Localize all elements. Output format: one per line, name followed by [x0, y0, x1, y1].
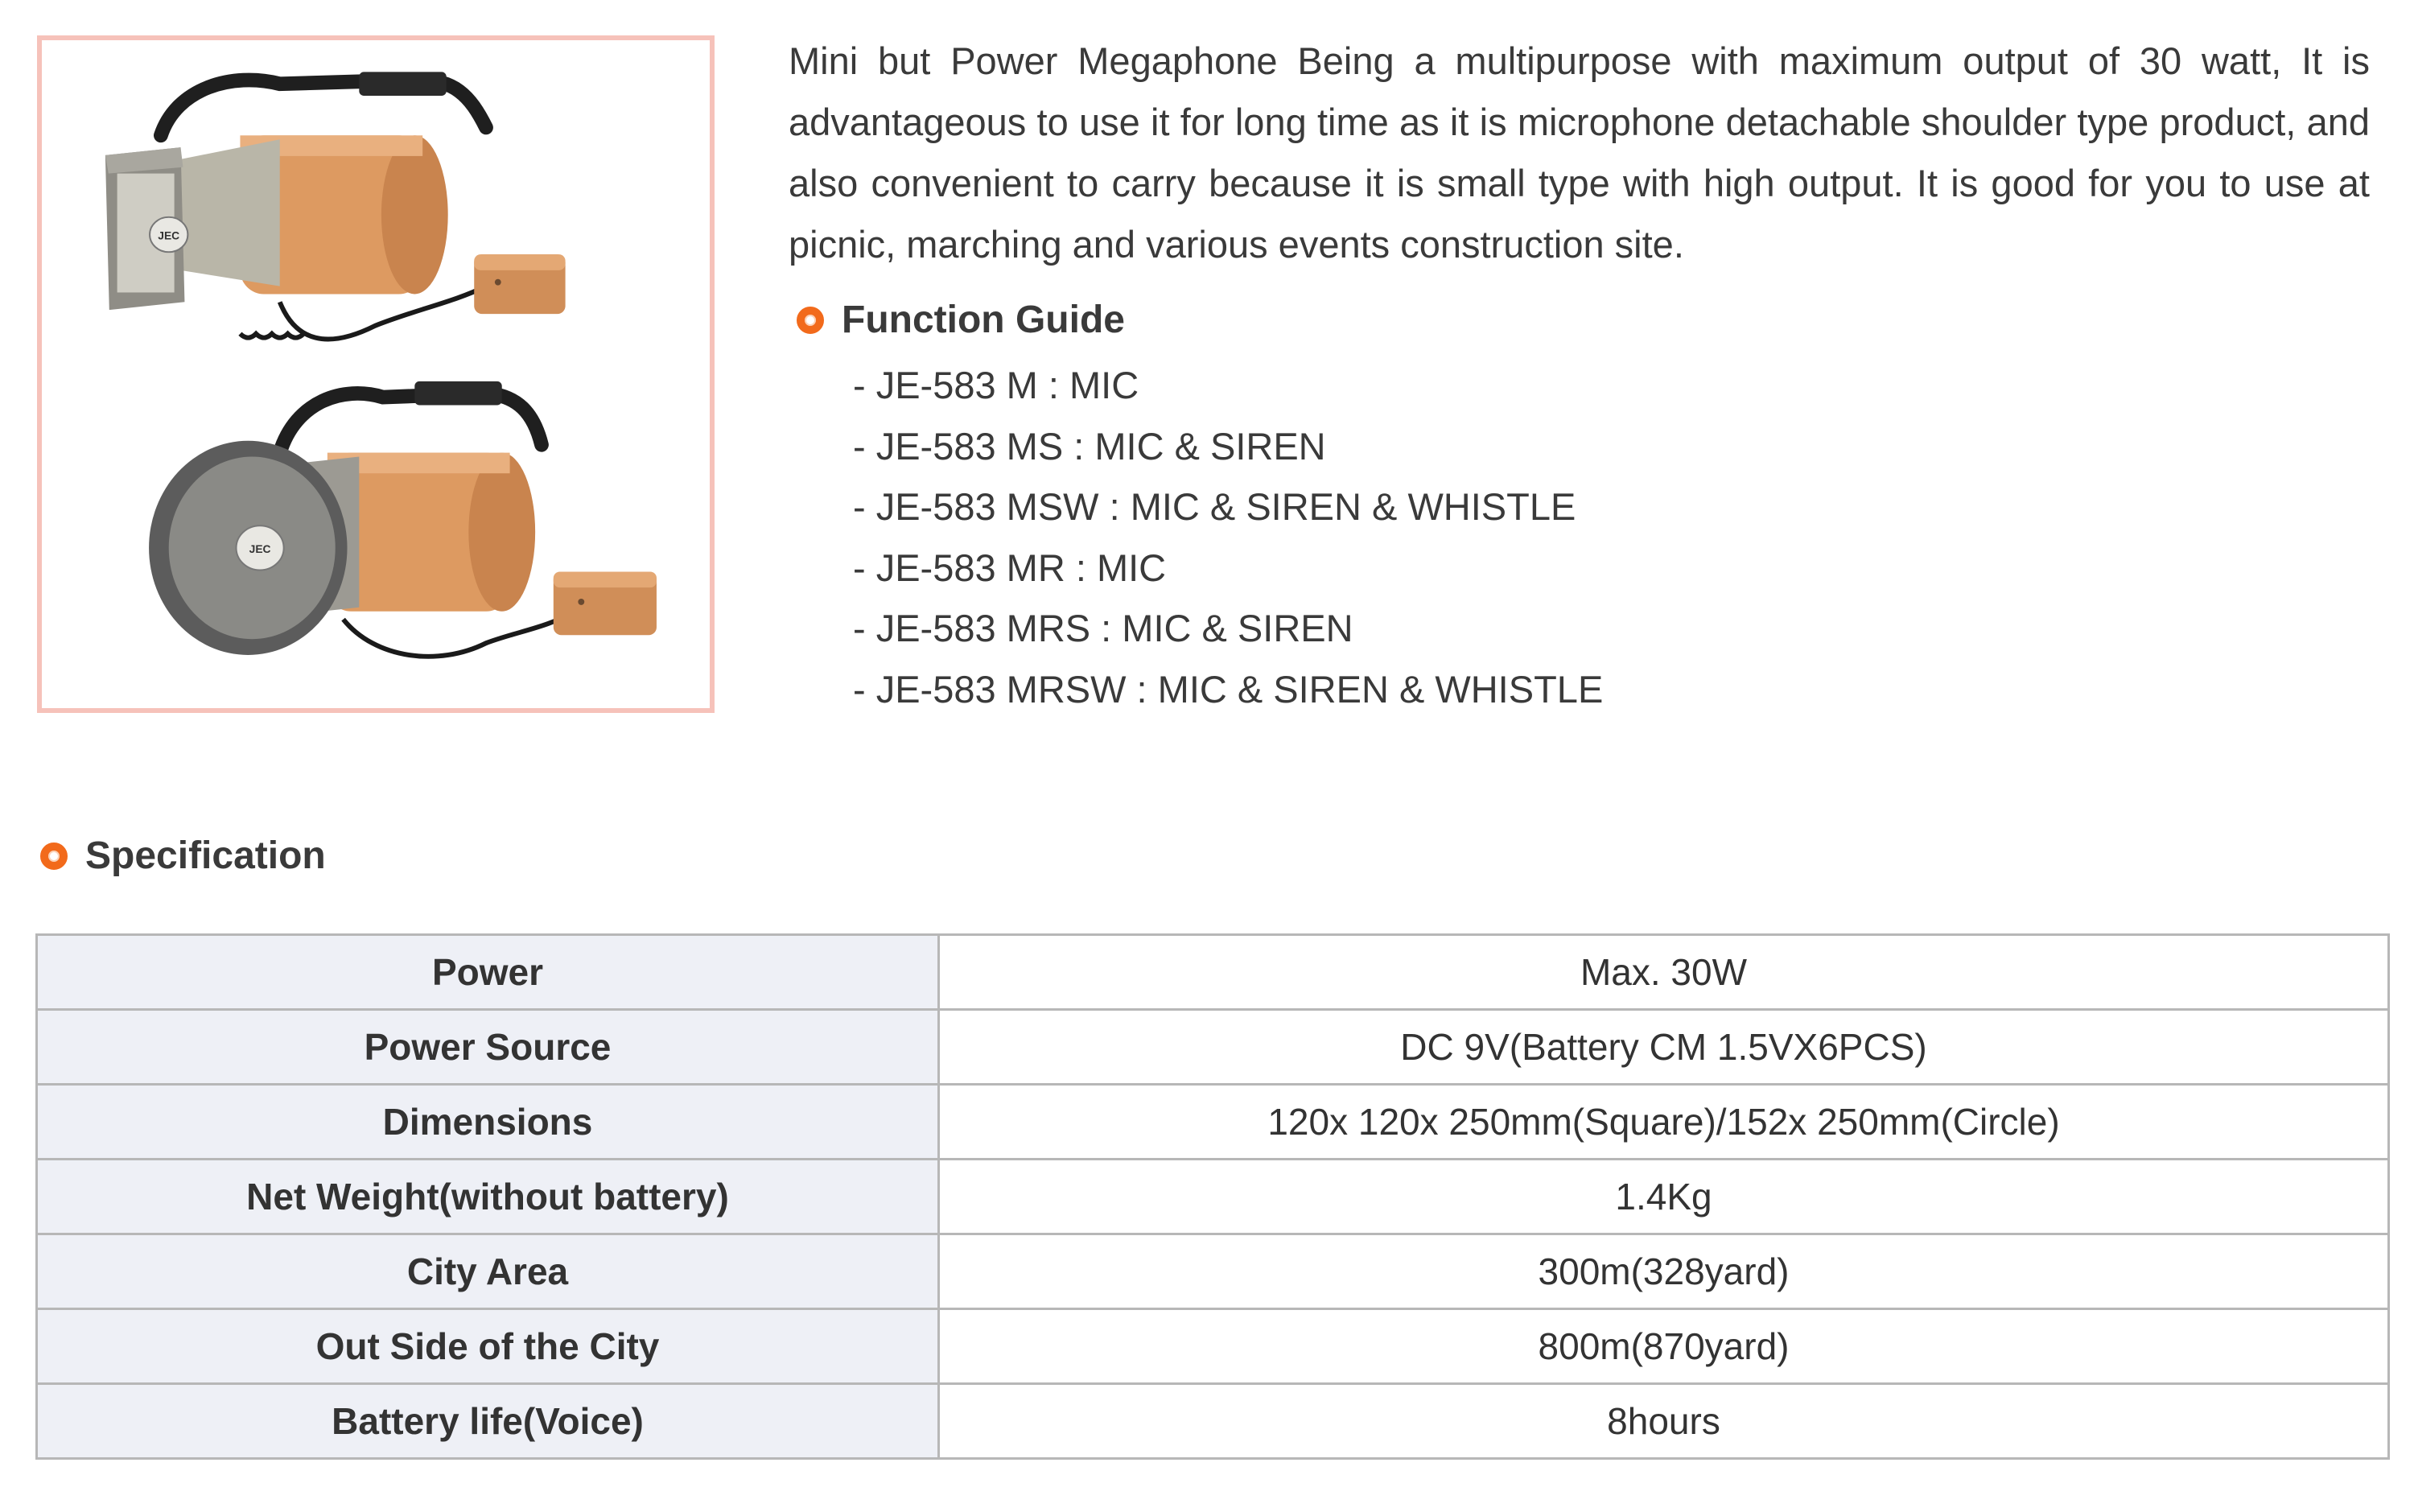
spec-label: Out Side of the City	[37, 1309, 939, 1384]
spec-label: Dimensions	[37, 1085, 939, 1160]
function-item: - JE-583 M : MIC	[853, 364, 1139, 406]
specification-heading	[40, 834, 326, 878]
spec-value: DC 9V(Battery CM 1.5VX6PCS)	[939, 1010, 2389, 1085]
spec-value: 8hours	[939, 1384, 2389, 1459]
spec-label: Power	[37, 935, 939, 1010]
specification-title: Specification	[85, 834, 326, 877]
svg-text:JEC: JEC	[249, 542, 271, 555]
function-guide-heading	[797, 298, 1125, 342]
product-description: Mini but Power Megaphone Being a multipurpose with maximum output of 30 watt, It is advantageous to use it for long time as it is microphone detachable shoulder type product, and also convenient to carry because it is small type with high output. It is good for you to use at picnic, marching and various events construction site.	[789, 39, 2370, 266]
function-guide-list	[853, 355, 1603, 719]
spec-value: 120x 120x 250mm(Square)/152x 250mm(Circle)	[939, 1085, 2389, 1160]
spec-label: Net Weight(without battery)	[37, 1160, 939, 1234]
function-guide-title: Function Guide	[842, 299, 1125, 341]
product-image	[37, 35, 715, 713]
function-item: - JE-583 MRSW : MIC & SIREN & WHISTLE	[853, 667, 1604, 711]
spec-label: City Area	[37, 1234, 939, 1309]
specification-table	[35, 933, 2390, 1460]
table-row	[37, 1384, 2389, 1459]
spec-value: 300m(328yard)	[939, 1234, 2389, 1309]
table-row	[37, 1309, 2389, 1384]
table-row	[37, 935, 2389, 1010]
spec-label: Power Source	[37, 1010, 939, 1085]
megaphone-illustration	[42, 40, 710, 708]
table-row	[37, 1085, 2389, 1160]
table-row	[37, 1234, 2389, 1309]
spec-label: Battery life(Voice)	[37, 1384, 939, 1459]
spec-value: Max. 30W	[939, 935, 2389, 1010]
brand-logo-text: JEC	[158, 229, 180, 242]
spec-value: 800m(870yard)	[939, 1309, 2389, 1384]
spec-value: 1.4Kg	[939, 1160, 2389, 1234]
table-row	[37, 1010, 2389, 1085]
table-row	[37, 1160, 2389, 1234]
function-item: - JE-583 MR : MIC	[853, 546, 1167, 589]
orange-ring-bullet-icon	[40, 843, 68, 870]
function-item: - JE-583 MRS : MIC & SIREN	[853, 607, 1353, 649]
function-item: - JE-583 MS : MIC & SIREN	[853, 424, 1326, 468]
orange-ring-bullet-icon	[797, 307, 824, 334]
function-item: - JE-583 MSW : MIC & SIREN & WHISTLE	[853, 485, 1576, 528]
